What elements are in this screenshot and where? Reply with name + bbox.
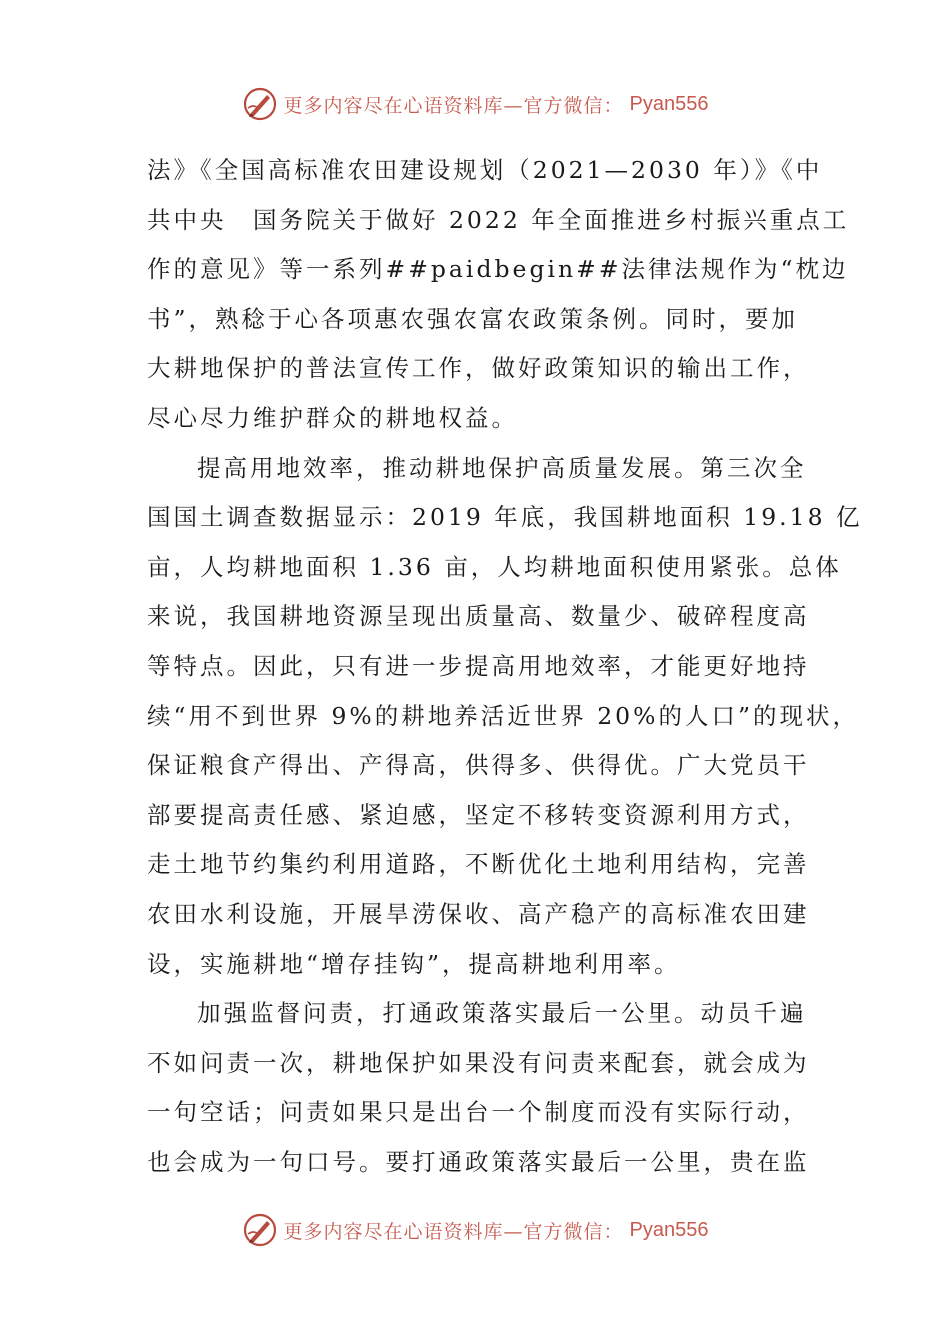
text-line: 续“用不到世界 9%的耕地养活近世界 20%的人口”的现状， <box>147 701 859 730</box>
footer-banner <box>0 1208 950 1252</box>
banner-wechat-id: Pyan556 <box>629 92 709 115</box>
text-line: 共中央 国务院关于做好 2022 年全面推进乡村振兴重点工 <box>147 205 850 234</box>
text-line: 不如问责一次，耕地保护如果没有问责来配套，就会成为 <box>147 1048 810 1077</box>
banner-wechat-id: Pyan556 <box>629 1218 709 1241</box>
text-line: 部要提高责任感、紧迫感，坚定不移转变资源利用方式， <box>147 800 810 829</box>
text-line: 提高用地效率，推动耕地保护高质量发展。第三次全 <box>197 453 807 482</box>
text-line: 一句空话；问责如果只是出台一个制度而没有实际行动， <box>147 1098 810 1127</box>
text-line: 国国土调查数据显示：2019 年底，我国耕地面积 19.18 亿 <box>147 503 863 532</box>
text-line: 走土地节约集约利用道路，不断优化土地利用结构，完善 <box>147 850 810 879</box>
text-line: 也会成为一句口号。要打通政策落实最后一公里，贵在监 <box>147 1147 810 1176</box>
banner-promo-text: 更多内容尽在心语资料库—官方微信： <box>283 94 624 117</box>
text-line: 亩，人均耕地面积 1.36 亩，人均耕地面积使用紧张。总体 <box>147 552 842 581</box>
text-line: 书”，熟稔于心各项惠农强农富农政策条例。同时，要加 <box>147 304 799 333</box>
text-line: 加强监督问责，打通政策落实最后一公里。动员千遍 <box>197 999 807 1028</box>
banner-promo-text: 更多内容尽在心语资料库—官方微信： <box>283 1220 624 1243</box>
text-line: 设，实施耕地“增存挂钩”，提高耕地利用率。 <box>147 949 681 978</box>
text-line: 作的意见》等一系列##paidbegin##法律法规作为“枕边 <box>147 255 849 284</box>
text-line: 来说，我国耕地资源呈现出质量高、数量少、破碎程度高 <box>147 602 810 631</box>
paragraph <box>147 146 850 444</box>
text-line: 农田水利设施，开展旱涝保收、高产稳产的高标准农田建 <box>147 899 810 928</box>
text-line: 保证粮食产得出、产得高，供得多、供得优。广大党员干 <box>147 751 810 780</box>
pen-logo-icon <box>242 1212 278 1248</box>
document-body <box>147 146 863 1187</box>
paragraph <box>147 444 863 990</box>
paragraph <box>147 989 827 1187</box>
pen-logo-icon <box>242 86 278 122</box>
text-line: 等特点。因此，只有进一步提高用地效率，才能更好地持 <box>147 651 810 680</box>
text-line: 大耕地保护的普法宣传工作，做好政策知识的输出工作， <box>147 354 810 383</box>
text-line: 尽心尽力维护群众的耕地权益。 <box>147 403 518 432</box>
header-banner <box>0 82 950 126</box>
text-line: 法》《全国高标准农田建设规划（2021—2030 年）》《中 <box>147 156 823 184</box>
